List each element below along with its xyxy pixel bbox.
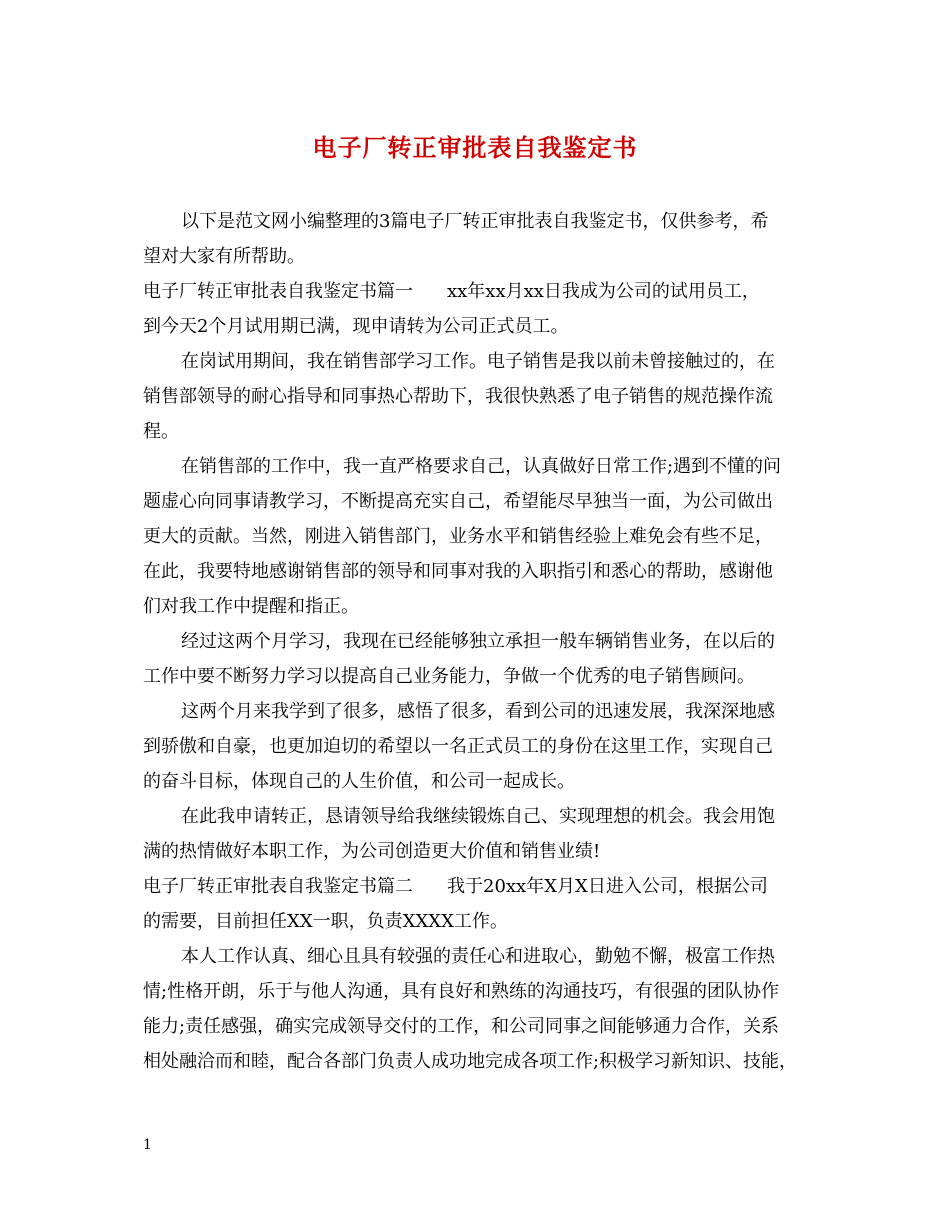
- body-line: 这两个月来我学到了很多，感悟了很多，看到公司的迅速发展，我深深地感: [181, 701, 775, 722]
- body-line: 能力;责任感强，确实完成领导交付的工作，和公司同事之间能够通力合作，关系: [143, 1016, 780, 1037]
- body-line: 本人工作认真、细心且具有较强的责任心和进取心，勤勉不懈，极富工作热: [181, 946, 775, 967]
- body-line: 相处融洽而和睦，配合各部门负责人成功地完成各项工作;积极学习新知识、技能，: [143, 1051, 798, 1072]
- body-line: 们对我工作中提醒和指正。: [143, 596, 359, 617]
- body-line: 程。: [143, 421, 179, 442]
- body-line: 满的热情做好本职工作，为公司创造更大价值和销售业绩!: [143, 841, 601, 862]
- body-line: 更大的贡献。当然，刚进入销售部门，业务水平和销售经验上难免会有些不足，: [143, 526, 773, 547]
- document-title: 电子厂转正审批表自我鉴定书: [312, 133, 638, 162]
- section-heading: 电子厂转正审批表自我鉴定书篇一: [143, 281, 413, 302]
- body-line: 情;性格开朗，乐于与他人沟通，具有良好和熟练的沟通技巧，有很强的团队协作: [143, 981, 780, 1002]
- body-line: 望对大家有所帮助。: [143, 246, 305, 267]
- body-line: 在销售部的工作中，我一直严格要求自己，认真做好日常工作;遇到不懂的问: [181, 456, 782, 477]
- body-line: 到今天2个月试用期已满，现申请转为公司正式员工。: [143, 316, 569, 337]
- document-body: [143, 204, 808, 1079]
- body-line: 在此，我要特地感谢销售部的领导和同事对我的入职指引和悉心的帮助，感谢他: [143, 561, 773, 582]
- body-line: 的需要，目前担任XX一职，负责XXXX工作。: [143, 911, 508, 932]
- body-line-segment: 我于20xx年X月X日进入公司，根据公司: [447, 876, 768, 897]
- body-line: 的奋斗目标，体现自己的人生价值，和公司一起成长。: [143, 771, 575, 792]
- body-line-segment: xx年xx月xx日我成为公司的试用员工，: [447, 281, 760, 302]
- body-line: 在岗试用期间，我在销售部学习工作。电子销售是我以前未曾接触过的，在: [181, 351, 775, 372]
- body-line: 工作中要不断努力学习以提高自己业务能力，争做一个优秀的电子销售顾问。: [143, 666, 755, 687]
- section-heading: 电子厂转正审批表自我鉴定书篇二: [143, 876, 413, 897]
- body-line: 题虚心向同事请教学习，不断提高充实自己，希望能尽早独当一面，为公司做出: [143, 491, 773, 512]
- body-line: 以下是范文网小编整理的3篇电子厂转正审批表自我鉴定书，仅供参考，希: [181, 211, 769, 232]
- body-line: 在此我申请转正，恳请领导给我继续锻炼自己、实现理想的机会。我会用饱: [181, 806, 775, 827]
- section-heading-line: [143, 274, 808, 309]
- body-line: 经过这两个月学习，我现在已经能够独立承担一般车辆销售业务，在以后的: [181, 631, 775, 652]
- page-number: 1: [143, 1137, 152, 1153]
- body-line: 到骄傲和自豪，也更加迫切的希望以一名正式员工的身份在这里工作，实现自己: [143, 736, 773, 757]
- body-line: 销售部领导的耐心指导和同事热心帮助下，我很快熟悉了电子销售的规范操作流: [143, 386, 773, 407]
- section-heading-line: [143, 869, 808, 904]
